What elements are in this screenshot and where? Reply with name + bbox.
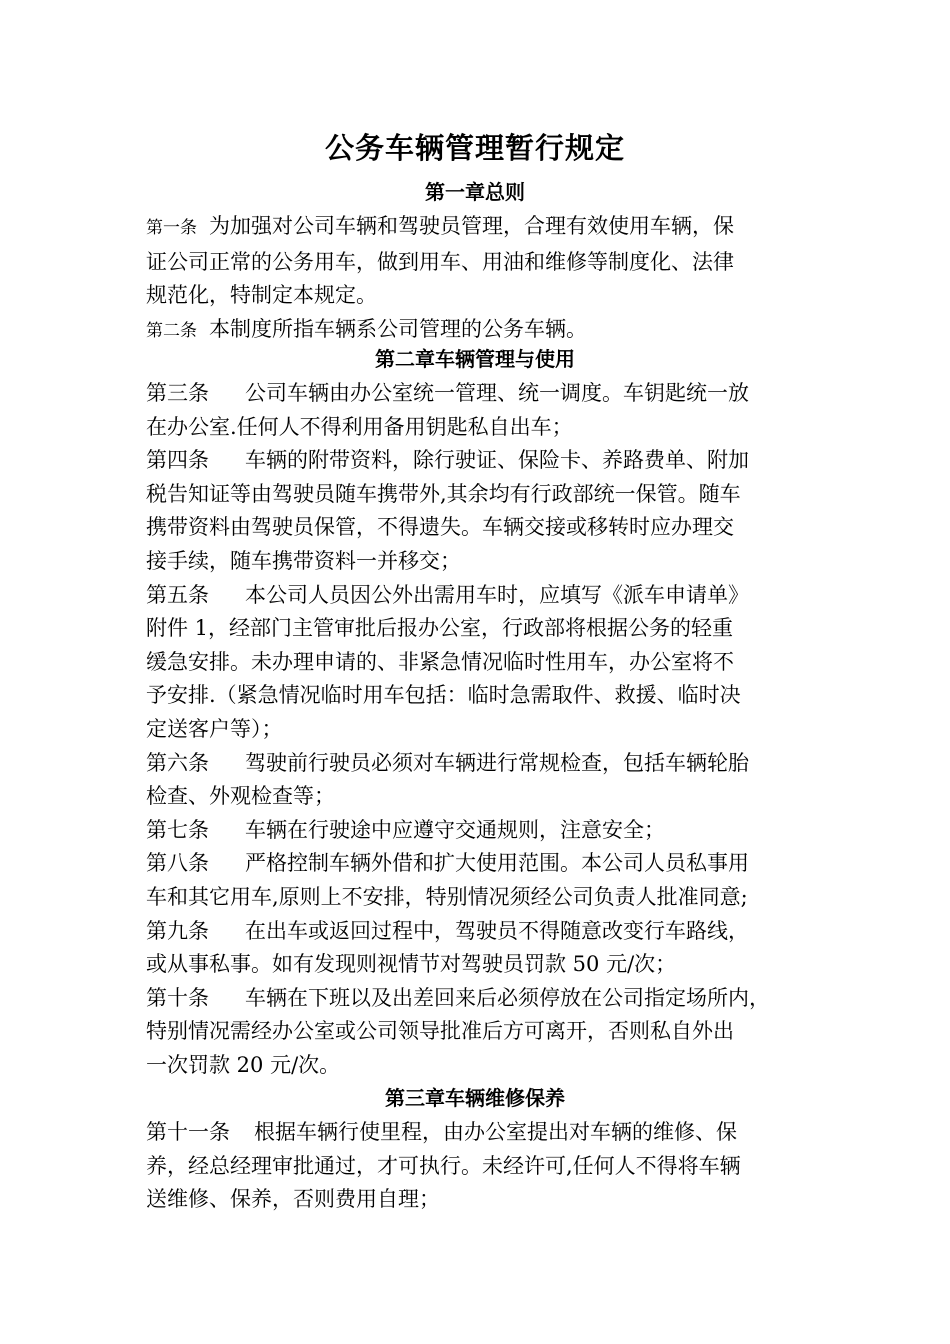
chapter-2-heading: 第二章车辆管理与使用 [375,347,575,371]
article-7-label: 第七条 [146,817,209,842]
article-5-line-3: 缓急安排。未办理申请的、非紧急情况临时性用车，办公室将不 [146,649,734,674]
article-11-line-2: 养，经总经理审批通过，才可执行。未经许可,任何人不得将车辆 [146,1153,741,1178]
article-5-line-1: 本公司人员因公外出需用车时，应填写《派车申请单》 [245,582,749,607]
article-4-line-3: 携带资料由驾驶员保管，不得遗失。车辆交接或移转时应办理交 [146,515,734,540]
article-2-line-1: 本制度所指车辆系公司管理的公务车辆。 [209,316,587,341]
article-2-label: 第二条 [146,320,197,341]
article-11-label: 第十一条 [146,1120,230,1144]
article-9-label: 第九条 [146,918,209,943]
article-4-line-2: 税告知证等由驾驶员随车携带外,其余均有行政部统一保管。随车 [146,481,741,506]
article-1-line-2: 证公司正常的公务用车，做到用车、用油和维修等制度化、法律 [146,249,734,274]
article-9 [146,915,806,982]
article-4-label: 第四条 [146,448,209,473]
article-9-line-1: 在出车或返回过程中，驾驶员不得随意改变行车路线， [245,918,749,943]
article-8-label: 第八条 [146,851,209,876]
article-10-line-1: 车辆在下班以及出差回来后必须停放在公司指定场所内， [245,985,770,1010]
article-9-line-2: 或从事私事。如有发现则视情节对驾驶员罚款 50 元/次； [146,952,677,977]
article-1 [146,210,806,313]
article-8-line-1: 严格控制车辆外借和扩大使用范围。本公司人员私事用 [245,851,749,876]
article-5-line-4: 予安排.（紧急情况临时用车包括：临时急需取件、救援、临时决 [146,683,741,708]
article-3-line-2: 在办公室.任何人不得利用备用钥匙私自出车； [146,414,573,439]
article-8-line-2: 车和其它用车,原则上不安排，特别情况须经公司负责人批准同意; [146,884,748,909]
article-11-line-3: 送维修、保养，否则费用自理； [146,1187,440,1212]
article-6-label: 第六条 [146,750,209,775]
article-3 [146,377,806,444]
article-11 [146,1116,806,1217]
chapter-1-heading: 第一章总则 [425,180,525,204]
article-7 [146,814,806,848]
article-10 [146,982,806,1083]
article-5-line-5: 定送客户等）； [146,716,283,741]
article-4-line-1: 车辆的附带资料，除行驶证、保险卡、养路费单、附加 [245,448,749,473]
article-4-line-4: 接手续，随车携带资料一并移交； [146,548,461,573]
article-3-label: 第三条 [146,381,209,405]
article-6 [146,747,806,814]
article-1-line-1: 为加强对公司车辆和驾驶员管理，合理有效使用车辆，保 [209,214,734,238]
document-title: 公务车辆管理暂行规定 [324,131,625,165]
chapter-1-body [146,210,806,348]
article-7-line-1: 车辆在行驶途中应遵守交通规则，注意安全； [245,817,665,842]
article-1-line-3: 规范化，特制定本规定。 [146,283,377,308]
article-4 [146,444,806,578]
article-10-label: 第十条 [146,985,209,1010]
article-10-line-2: 特别情况需经办公室或公司领导批准后方可离开，否则私自外出 [146,1019,734,1044]
article-6-line-1: 驾驶前行驶员必须对车辆进行常规检查，包括车辆轮胎 [245,750,749,775]
chapter-3-heading: 第三章车辆维修保养 [385,1086,565,1110]
chapter-3-body [146,1116,806,1217]
article-1-label: 第一条 [146,218,197,238]
article-5-label: 第五条 [146,582,209,607]
article-5 [146,579,806,747]
article-10-line-3: 一次罚款 20 元/次。 [146,1052,341,1077]
article-6-line-2: 检查、外观检查等； [146,784,335,809]
chapter-2-body [146,377,806,1082]
article-11-line-1: 根据车辆行使里程，由办公室提出对车辆的维修、保 [254,1120,737,1144]
article-5-line-2: 附件 1，经部门主管审批后报办公室，行政部将根据公务的轻重 [146,616,734,641]
article-3-line-1: 公司车辆由办公室统一管理、统一调度。车钥匙统一放 [245,381,749,405]
article-8 [146,847,806,914]
